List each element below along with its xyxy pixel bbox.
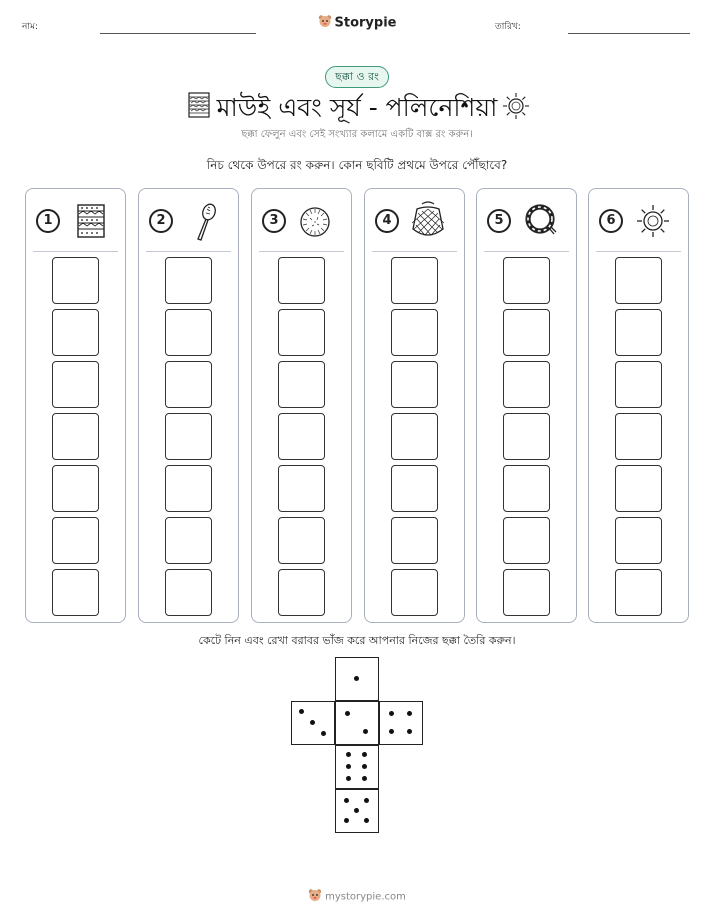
color-box[interactable]: [165, 309, 212, 356]
color-box[interactable]: [278, 257, 325, 304]
column-1: [25, 188, 126, 623]
sun-icon: [502, 92, 530, 124]
dice-pip: [364, 798, 369, 803]
footer-url[interactable]: mystorypie.com: [325, 891, 406, 903]
spoon-icon: [189, 203, 219, 247]
page-title: মাউই এবং সূর্য - পলিনেশিয়া: [216, 93, 498, 122]
storypie-logo-icon: [318, 14, 332, 32]
dice-pip: [344, 818, 349, 823]
color-box[interactable]: [615, 257, 662, 304]
color-box[interactable]: [52, 517, 99, 564]
subtitle: ছক্কা ফেলুন এবং সেই সংখ্যার কলামে একটি বাক্স রং করুন।: [241, 129, 473, 140]
color-box[interactable]: [52, 569, 99, 616]
activity-tag: ছক্কা ও রং: [325, 66, 389, 88]
dice-pip: [389, 729, 394, 734]
column-divider: [484, 251, 569, 252]
dice-face-6: [335, 745, 379, 789]
dice-pip: [407, 729, 412, 734]
name-label: নাম:: [22, 22, 39, 32]
dice-pip: [346, 764, 351, 769]
dice-pip: [362, 752, 367, 757]
color-box[interactable]: [503, 517, 550, 564]
instruction: নিচ থেকে উপরে রং করুন। কোন ছবিটি প্রথমে উপরে পৌঁছাবে?: [206, 158, 508, 172]
color-box[interactable]: [278, 413, 325, 460]
dice-pip: [354, 808, 359, 813]
dice-pip: [344, 798, 349, 803]
color-box[interactable]: [278, 309, 325, 356]
color-box[interactable]: [165, 361, 212, 408]
color-box[interactable]: [503, 465, 550, 512]
color-box[interactable]: [52, 361, 99, 408]
column-number: 2: [149, 209, 173, 233]
color-box[interactable]: [165, 569, 212, 616]
color-box[interactable]: [503, 309, 550, 356]
color-box[interactable]: [615, 309, 662, 356]
name-line[interactable]: [100, 33, 256, 34]
column-6: [588, 188, 689, 623]
dice-pip: [346, 752, 351, 757]
dice-pip: [363, 729, 368, 734]
footer: [0, 888, 714, 905]
color-box[interactable]: [503, 413, 550, 460]
dice-pip: [299, 709, 304, 714]
column-number: 4: [375, 209, 399, 233]
color-box[interactable]: [615, 465, 662, 512]
dice-pip: [346, 776, 351, 781]
column-4: [364, 188, 465, 623]
color-box[interactable]: [615, 517, 662, 564]
column-divider: [596, 251, 681, 252]
column-divider: [259, 251, 344, 252]
net-bag-icon: [409, 201, 447, 245]
color-box[interactable]: [391, 257, 438, 304]
color-box[interactable]: [278, 517, 325, 564]
column-divider: [33, 251, 118, 252]
color-box[interactable]: [391, 465, 438, 512]
rope-ring-icon: [523, 203, 559, 243]
column-number: 5: [487, 209, 511, 233]
color-box[interactable]: [52, 309, 99, 356]
dice-pip: [362, 764, 367, 769]
color-box[interactable]: [615, 569, 662, 616]
dice-pip: [364, 818, 369, 823]
column-2: [138, 188, 239, 623]
dice-face-3: [291, 701, 335, 745]
column-number: 6: [599, 209, 623, 233]
date-line[interactable]: [568, 33, 690, 34]
color-box[interactable]: [503, 569, 550, 616]
color-box[interactable]: [278, 361, 325, 408]
dice-face-4: [379, 701, 423, 745]
tapa-cloth-icon: [76, 203, 106, 243]
color-box[interactable]: [615, 413, 662, 460]
column-divider: [146, 251, 231, 252]
column-number: 1: [36, 209, 60, 233]
dice-pip: [362, 776, 367, 781]
dice-pip: [310, 720, 315, 725]
color-box[interactable]: [52, 413, 99, 460]
dice-face-2: [335, 701, 379, 745]
color-box[interactable]: [391, 361, 438, 408]
dice-pip: [389, 711, 394, 716]
color-box[interactable]: [165, 517, 212, 564]
color-box[interactable]: [165, 465, 212, 512]
dice-face-1: [335, 657, 379, 701]
color-box[interactable]: [391, 309, 438, 356]
coconut-icon: [298, 205, 332, 243]
dice-pip: [407, 711, 412, 716]
color-box[interactable]: [278, 465, 325, 512]
dice-face-5: [335, 789, 379, 833]
color-box[interactable]: [52, 257, 99, 304]
color-box[interactable]: [52, 465, 99, 512]
brand-name: Storypie: [334, 15, 397, 31]
dice-pip: [321, 731, 326, 736]
color-box[interactable]: [165, 413, 212, 460]
color-box[interactable]: [391, 569, 438, 616]
dice-pip: [345, 711, 350, 716]
column-number: 3: [262, 209, 286, 233]
color-box[interactable]: [503, 361, 550, 408]
color-box[interactable]: [278, 569, 325, 616]
storypie-logo-icon: [308, 888, 322, 905]
column-3: [251, 188, 352, 623]
cut-instruction: কেটে নিন এবং রেখা বরাবর ভাঁজ করে আপনার নিজের ছক্কা তৈরি করুন।: [198, 634, 516, 647]
color-box[interactable]: [391, 413, 438, 460]
color-box[interactable]: [615, 361, 662, 408]
column-5: [476, 188, 577, 623]
color-box[interactable]: [503, 257, 550, 304]
sun-icon: [635, 203, 671, 243]
date-label: তারিখ:: [495, 22, 521, 32]
color-box[interactable]: [391, 517, 438, 564]
dice-pip: [354, 676, 359, 681]
column-divider: [372, 251, 457, 252]
brand: [0, 14, 714, 32]
color-box[interactable]: [165, 257, 212, 304]
